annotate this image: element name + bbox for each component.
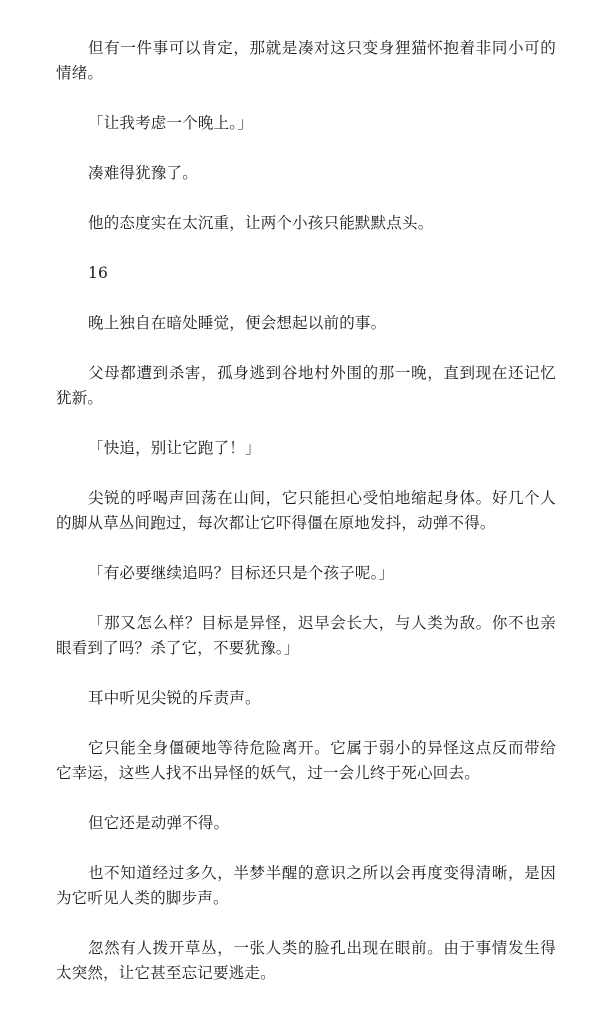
paragraph: 但有一件事可以肯定，那就是凑对这只变身狸猫怀抱着非同小可的情绪。 — [56, 39, 556, 82]
paragraph: 他的态度实在太沉重，让两个小孩只能默默点头。 — [88, 214, 434, 232]
paragraph: 但它还是动弹不得。 — [88, 814, 230, 832]
paragraph: 耳中听见尖锐的斥责声。 — [88, 689, 261, 707]
dialogue-paragraph: 「快追，别让它跑了！」 — [88, 439, 261, 457]
paragraph: 尖锐的呼喝声回荡在山间，它只能担心受怕地缩起身体。好几个人的脚从草丛间跑过，每次都让它吓得僵在原地发抖，动弹不得。 — [56, 489, 556, 532]
dialogue-paragraph: 「让我考虑一个晚上。」 — [88, 114, 253, 132]
paragraph: 凑难得犹豫了。 — [88, 164, 198, 182]
paragraph: 晚上独自在暗处睡觉，便会想起以前的事。 — [88, 314, 387, 332]
paragraph: 忽然有人拨开草丛，一张人类的脸孔出现在眼前。由于事情发生得太突然，让它甚至忘记要逃走。 — [56, 939, 556, 982]
paragraph: 父母都遭到杀害，孤身逃到谷地村外围的那一晚，直到现在还记忆犹新。 — [56, 364, 556, 407]
document-page — [56, 36, 556, 1011]
paragraph: 它只能全身僵硬地等待危险离开。它属于弱小的异怪这点反而带给它幸运，这些人找不出异怪的妖气，过一会儿终于死心回去。 — [56, 739, 556, 782]
dialogue-paragraph: 「有必要继续追吗？目标还只是个孩子呢。」 — [88, 564, 395, 582]
dialogue-paragraph: 「那又怎么样？目标是异怪，迟早会长大，与人类为敌。你不也亲眼看到了吗？杀了它，不要犹豫。」 — [56, 614, 556, 657]
section-number: 16 — [88, 264, 109, 282]
paragraph: 也不知道经过多久，半梦半醒的意识之所以会再度变得清晰，是因为它听见人类的脚步声。 — [56, 864, 556, 907]
